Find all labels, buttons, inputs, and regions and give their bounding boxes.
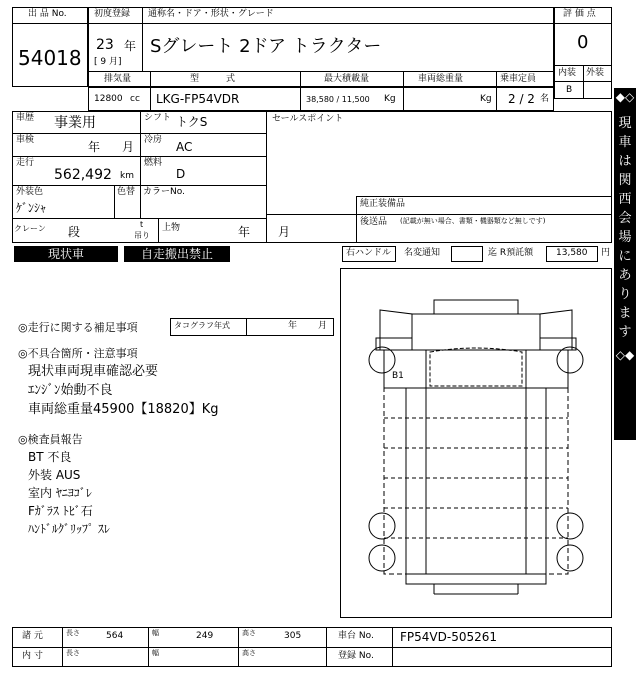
side-note-char: 西 bbox=[618, 192, 632, 207]
tacho-month: 月 bbox=[318, 321, 328, 331]
deposit-value: 13,580 bbox=[556, 248, 588, 258]
side-note-bottom: ◇◆ bbox=[615, 348, 635, 362]
grade-label: 通称名・ドア・形状・グレード bbox=[148, 9, 274, 19]
defect-item: 車両総重量45900【18820】Kg bbox=[28, 402, 219, 417]
deposit-unit: 円 bbox=[601, 248, 611, 258]
capacity-unit: 名 bbox=[540, 94, 550, 104]
displacement-unit: cc bbox=[130, 94, 140, 104]
ext-color-label: 外装色 bbox=[16, 187, 44, 197]
model-value: LKG-FP54VDR bbox=[156, 92, 240, 106]
shift-label: シフト bbox=[144, 113, 172, 123]
interior-label: 内装 bbox=[558, 68, 577, 78]
max-load-unit: Kg bbox=[384, 94, 396, 104]
interior-grade: B bbox=[566, 85, 573, 95]
dims-label: 諸 元 bbox=[22, 631, 43, 641]
side-note-char: 現 bbox=[618, 116, 632, 131]
retrofit-label: 後送品 bbox=[360, 217, 388, 227]
retrofit-note: (記載が無い場合、書類・機器類など無しです) bbox=[400, 217, 546, 225]
upper-month: 月 bbox=[278, 225, 291, 239]
reg-label: 登録 No. bbox=[338, 651, 374, 661]
capacity-label: 乗車定員 bbox=[500, 74, 537, 84]
side-note-char: す bbox=[618, 325, 632, 340]
int-width-label: 幅 bbox=[152, 649, 159, 657]
side-note-char: り bbox=[618, 287, 632, 302]
fuel-label: 燃料 bbox=[144, 158, 163, 168]
model-label: 型 式 bbox=[190, 74, 236, 84]
upper-label: 上物 bbox=[162, 223, 181, 233]
displacement-label: 排気量 bbox=[104, 74, 132, 84]
max-load-value: 38,580 / 11,500 bbox=[306, 95, 370, 104]
length-label: 長さ bbox=[66, 629, 80, 637]
side-note-text bbox=[614, 114, 636, 342]
exterior-label: 外装 bbox=[586, 68, 605, 78]
history-label: 車歴 bbox=[16, 113, 35, 123]
side-note-char: 場 bbox=[618, 230, 632, 245]
inspector-list bbox=[28, 448, 110, 538]
side-note-char: 会 bbox=[618, 211, 632, 226]
fuel-value: D bbox=[176, 167, 186, 181]
side-note-char: は bbox=[618, 154, 632, 169]
inspector-item: 室内 ﾔﾆﾖｺﾞﾚ bbox=[28, 486, 92, 500]
defect-item: ｴﾝｼﾞﾝ始動不良 bbox=[28, 383, 113, 398]
score-value: 0 bbox=[577, 32, 589, 53]
defects-list bbox=[28, 362, 219, 419]
status-badge-no-selfdrive: 自走搬出禁止 bbox=[124, 246, 230, 262]
tacho-year: 年 bbox=[288, 321, 298, 331]
inspector-item: 外装 AUS bbox=[28, 468, 81, 482]
length-value: 564 bbox=[106, 631, 124, 641]
lot-number-label: 出 品 No. bbox=[28, 9, 67, 19]
truck-outline bbox=[340, 268, 612, 618]
gvw-label: 車両総重量 bbox=[418, 74, 464, 84]
deposit-label: 迄 R預託額 bbox=[488, 248, 534, 258]
color-no-label: カラーNo. bbox=[143, 187, 185, 197]
supplement-title: ◎走行に関する補足事項 bbox=[18, 321, 138, 334]
crane-stage: 段 bbox=[68, 225, 81, 239]
side-note-char: あ bbox=[618, 268, 632, 283]
diagram-mark-b1: B1 bbox=[392, 371, 404, 381]
inspection-label: 車検 bbox=[16, 135, 35, 145]
inspection-year: 年 bbox=[88, 140, 101, 154]
int-height-label: 高さ bbox=[242, 649, 256, 657]
crane-ton: t bbox=[140, 220, 144, 229]
width-label: 幅 bbox=[152, 629, 159, 637]
history-value: 事業用 bbox=[54, 115, 96, 131]
upper-year: 年 bbox=[238, 225, 251, 239]
height-label: 高さ bbox=[242, 629, 256, 637]
int-length-label: 長さ bbox=[66, 649, 80, 657]
ac-label: 冷房 bbox=[144, 135, 163, 145]
side-note bbox=[614, 88, 636, 440]
score-label: 評 価 点 bbox=[563, 9, 596, 19]
side-note-char: ま bbox=[618, 306, 632, 321]
shift-value: トクS bbox=[176, 115, 208, 129]
handle-value: 右ハンドル bbox=[346, 248, 392, 258]
defect-item: 現状車両現車確認必要 bbox=[28, 364, 159, 379]
chassis-label: 車台 No. bbox=[338, 631, 374, 641]
width-value: 249 bbox=[196, 631, 214, 641]
inspector-item: ﾊﾝﾄﾞﾙｸﾞﾘｯﾌﾟ ｽﾚ bbox=[28, 522, 110, 536]
crane-hang: 吊り bbox=[134, 231, 150, 240]
defects-title: ◎不具合箇所・注意事項 bbox=[18, 347, 138, 360]
color-change-label: 色替 bbox=[117, 187, 136, 197]
inspector-item: Fｶﾞﾗｽ ﾄﾋﾞ石 bbox=[28, 504, 93, 518]
crane-label: クレーン bbox=[14, 224, 46, 233]
genuine-label: 純正装備品 bbox=[360, 199, 406, 209]
chassis-value: FP54VD-505261 bbox=[400, 630, 497, 644]
tacho-label: タコグラフ年式 bbox=[174, 321, 230, 330]
inspection-month: 月 bbox=[122, 140, 135, 154]
side-note-char: に bbox=[618, 249, 632, 264]
displacement-value: 12800 bbox=[94, 94, 123, 104]
ac-value: AC bbox=[176, 140, 193, 154]
inspector-title: ◎検査員報告 bbox=[18, 433, 83, 446]
grade-text: Sグレート 2ドア トラクター bbox=[150, 36, 382, 57]
lot-number: 54018 bbox=[18, 46, 82, 70]
height-value: 305 bbox=[284, 631, 302, 641]
mileage-value: 562,492 bbox=[54, 167, 112, 183]
capacity-value: 2 / 2 bbox=[508, 92, 535, 106]
side-note-char: 車 bbox=[618, 135, 632, 150]
max-load-label: 最大積載量 bbox=[324, 74, 370, 84]
name-change-label: 名変通知 bbox=[404, 248, 441, 258]
sales-point-label: セールスポイント bbox=[272, 114, 344, 124]
mileage-label: 走行 bbox=[16, 158, 35, 168]
name-change-box bbox=[451, 246, 483, 262]
first-reg-year-unit: 年 bbox=[124, 39, 137, 53]
first-reg-label: 初度登録 bbox=[94, 9, 131, 19]
gvw-unit: Kg bbox=[480, 94, 492, 104]
mileage-unit: km bbox=[120, 171, 134, 181]
first-reg-year: 23 bbox=[96, 37, 114, 53]
side-note-char: 関 bbox=[618, 173, 632, 188]
interior-dims-label: 内 寸 bbox=[22, 651, 43, 661]
status-badge-current: 現状車 bbox=[14, 246, 118, 262]
side-note-top: ◆◇ bbox=[615, 90, 635, 104]
first-reg-month: [ 9 月] bbox=[94, 57, 122, 67]
inspector-item: BT 不良 bbox=[28, 450, 72, 464]
ext-color-value: ｹﾞﾝｼｬ bbox=[16, 201, 47, 215]
